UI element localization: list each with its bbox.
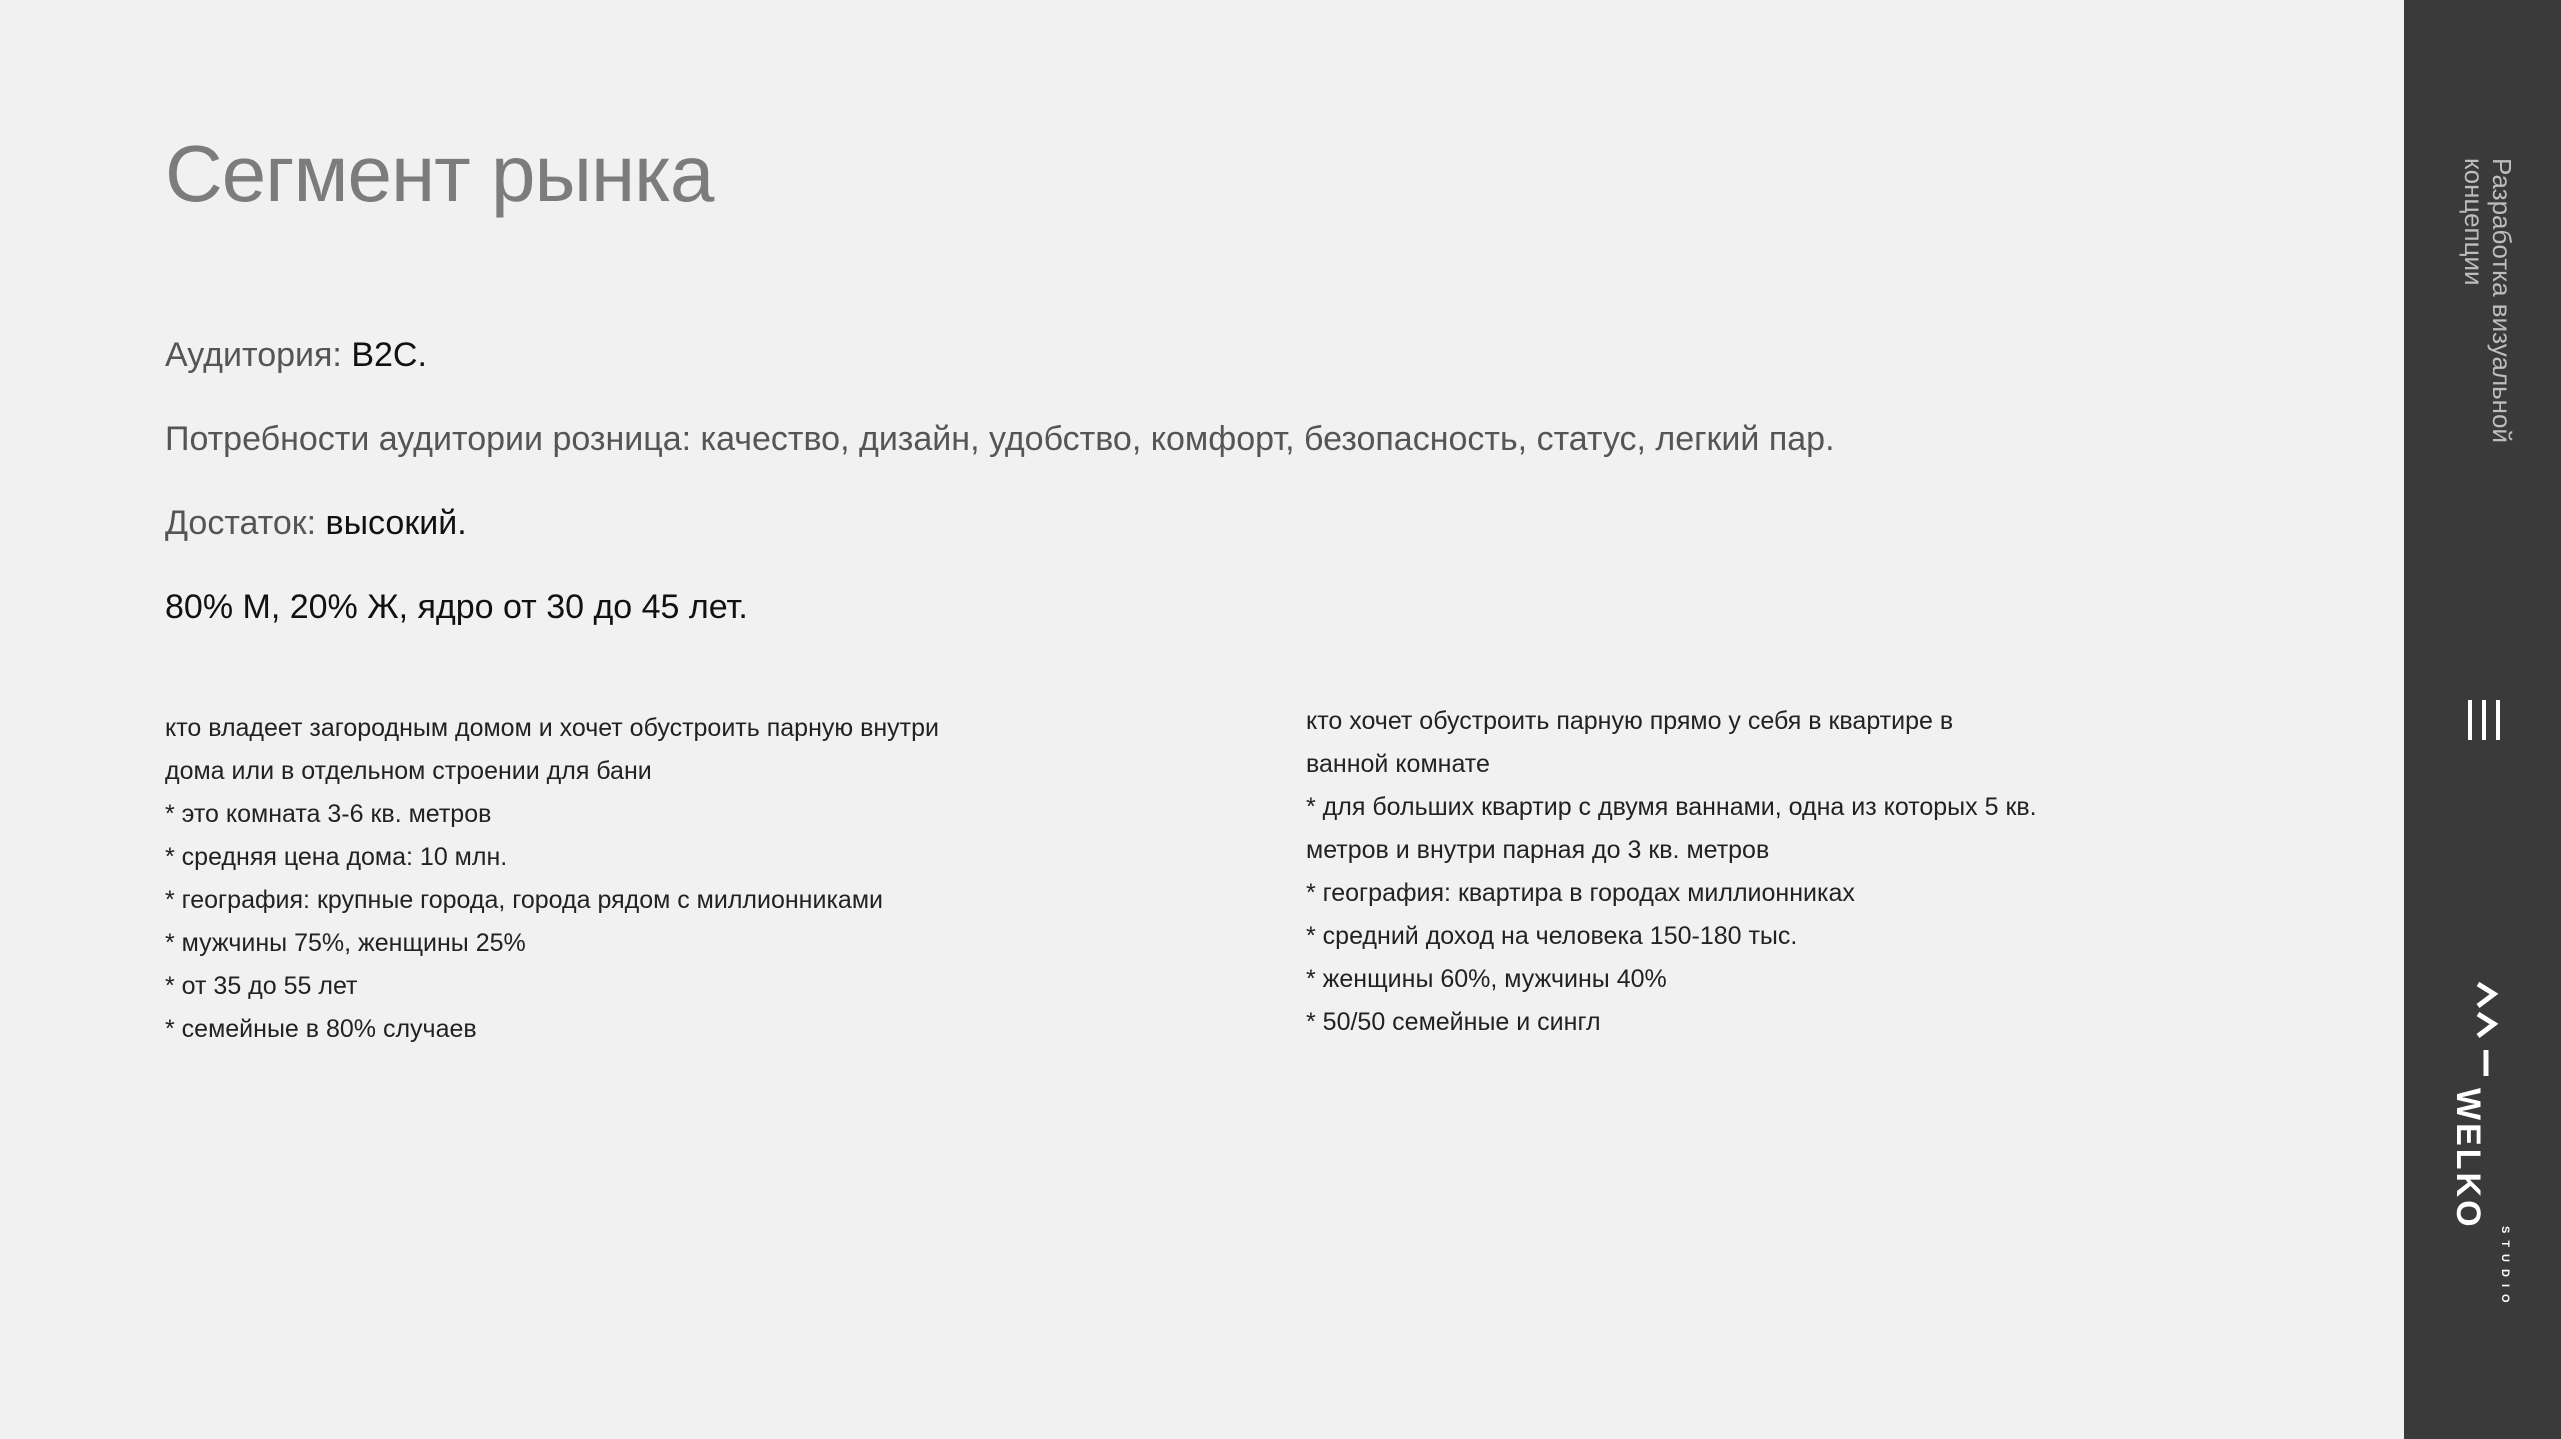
list-item: дома или в отдельном строении для бани bbox=[165, 757, 652, 785]
fact-audience bbox=[165, 338, 1835, 422]
page-title: Сегмент рынка bbox=[165, 129, 714, 218]
section-title bbox=[2404, 158, 2561, 478]
fact-label: Достаток: bbox=[165, 504, 326, 542]
list-item: ванной комнате bbox=[1306, 750, 1490, 778]
list-item: * география: крупные города, города рядом с миллионниками bbox=[165, 886, 883, 914]
list-item: * семейные в 80% случаев bbox=[165, 1015, 477, 1043]
fact-needs bbox=[165, 422, 1835, 506]
list-item: метров и внутри парная до 3 кв. метров bbox=[1306, 836, 1770, 864]
fact-value: 80% М, 20% Ж, ядро от 30 до 45 лет. bbox=[165, 588, 748, 626]
fact-label: Потребности аудитории розница: качество, дизайн, удобство, комфорт, безопасность, статус, легкий пар. bbox=[165, 420, 1835, 458]
list-item: * средний доход на человека 150-180 тыс. bbox=[1306, 922, 1798, 950]
list-item: * женщины 60%, мужчины 40% bbox=[1306, 965, 1667, 993]
brand-logo-icon bbox=[2472, 980, 2500, 1078]
section-title-line: концепции bbox=[2459, 158, 2489, 286]
brand-name: WELKO bbox=[2449, 1088, 2487, 1230]
menu-icon-glyph bbox=[2464, 700, 2504, 740]
fact-demographics bbox=[165, 590, 1835, 674]
list-item: * это комната 3-6 кв. метров bbox=[165, 800, 492, 828]
fact-value: высокий. bbox=[325, 504, 467, 542]
fact-income bbox=[165, 506, 1835, 590]
segment-house-owners bbox=[165, 707, 939, 1051]
audience-facts bbox=[165, 338, 1835, 674]
list-item: * география: квартира в городах миллионниках bbox=[1306, 879, 1855, 907]
list-item: * средняя цена дома: 10 млн. bbox=[165, 843, 508, 871]
fact-label: Аудитория: bbox=[165, 336, 352, 374]
list-item: * 50/50 семейные и сингл bbox=[1306, 1008, 1601, 1036]
section-title-line: Разработка визуальной bbox=[2487, 158, 2517, 443]
list-item: кто хочет обустроить парную прямо у себя в квартире в bbox=[1306, 707, 1954, 735]
list-item: кто владеет загородным домом и хочет обустроить парную внутри bbox=[165, 714, 939, 742]
list-item: * для больших квартир с двумя ваннами, одна из которых 5 кв. bbox=[1306, 793, 2037, 821]
menu-icon[interactable] bbox=[2464, 700, 2504, 740]
list-item: * от 35 до 55 лет bbox=[165, 972, 358, 1000]
segment-apartment-owners bbox=[1306, 700, 2037, 1044]
sidebar bbox=[2404, 0, 2561, 1439]
brand-subtitle: STUDIO bbox=[2499, 1226, 2511, 1310]
fact-value: B2C. bbox=[351, 336, 427, 374]
list-item: * мужчины 75%, женщины 25% bbox=[165, 929, 526, 957]
